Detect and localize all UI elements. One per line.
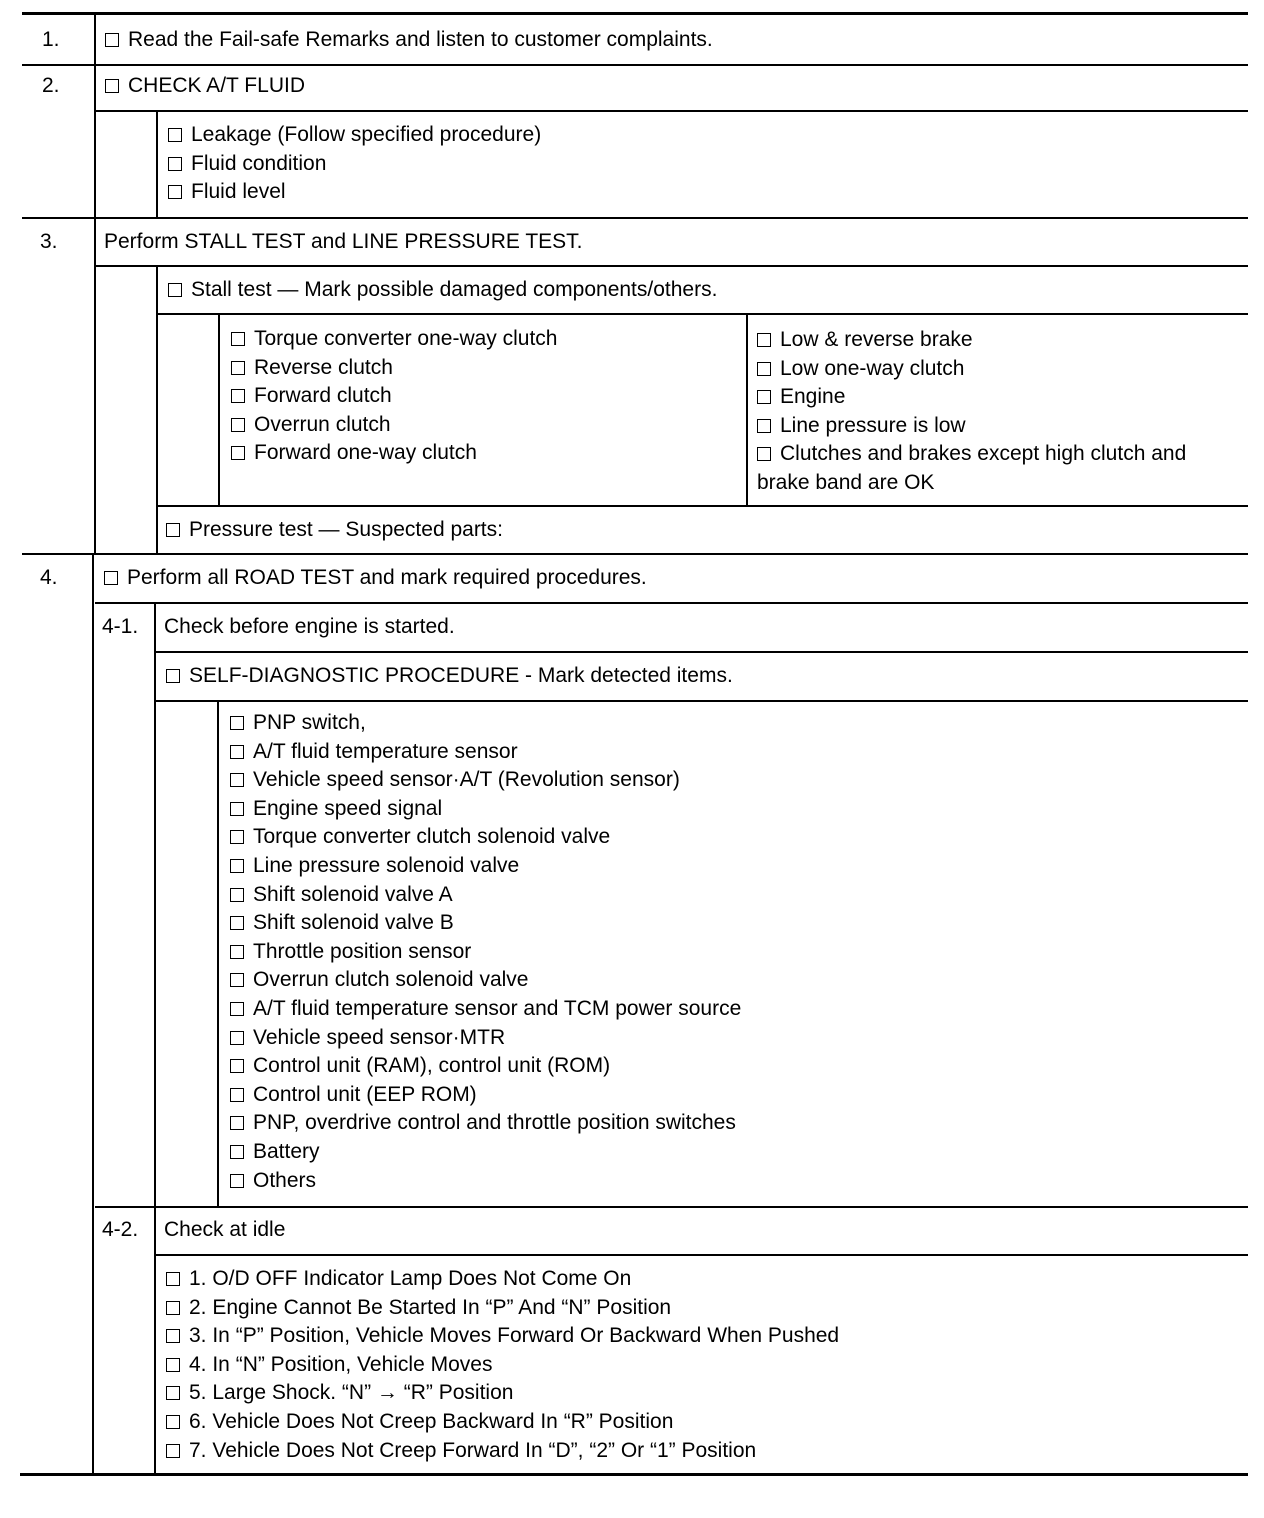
list-item-label: Leakage (Follow specified procedure)	[191, 123, 542, 146]
list-item-label: 7. Vehicle Does Not Creep Forward In “D”, “2” Or “1” Position	[189, 1438, 757, 1462]
substep-4-1-label: Check before engine is started.	[164, 615, 455, 638]
checkbox[interactable]	[230, 859, 244, 873]
rule-num-column-lower	[92, 553, 94, 1475]
step-4-number: 4.	[40, 566, 58, 589]
list-item[interactable]	[230, 1024, 741, 1053]
list-item[interactable]	[230, 823, 741, 852]
pressure-test-label: Pressure test — Suspected parts:	[189, 518, 503, 541]
substep-4-2-number: 4-2.	[102, 1218, 139, 1241]
checkbox[interactable]	[168, 185, 182, 199]
list-item[interactable]	[166, 1351, 839, 1380]
rule-row2-bottom	[22, 217, 1248, 219]
checkbox[interactable]	[230, 1145, 244, 1159]
checkbox[interactable]	[168, 157, 182, 171]
rule-bottom	[20, 1473, 1248, 1476]
stall-components-right	[757, 326, 1186, 498]
list-item[interactable]	[166, 1437, 839, 1466]
list-item[interactable]	[757, 440, 1186, 469]
list-item[interactable]	[230, 1167, 741, 1196]
list-item-label: Fluid level	[191, 180, 286, 204]
list-item[interactable]	[230, 909, 741, 938]
list-item-continuation: brake band are OK	[757, 470, 935, 494]
rule-row3-indent	[156, 265, 158, 553]
list-item-label: Line pressure solenoid valve	[253, 853, 520, 877]
list-item-label: Overrun clutch	[254, 412, 391, 436]
list-item-label: 4. In “N” Position, Vehicle Moves	[189, 1352, 493, 1376]
list-item[interactable]	[230, 852, 741, 881]
list-item[interactable]	[231, 382, 558, 411]
checkbox[interactable]	[757, 419, 771, 433]
list-item-label: Throttle position sensor	[253, 939, 472, 963]
checkbox[interactable]	[230, 1088, 244, 1102]
list-item[interactable]	[230, 1138, 741, 1167]
list-item[interactable]	[757, 383, 1186, 412]
list-item-label: Shift solenoid valve B	[253, 911, 454, 935]
rule-row3-bottom	[22, 553, 1248, 555]
checkbox[interactable]	[757, 447, 771, 461]
list-item[interactable]	[230, 795, 741, 824]
list-item-label: Forward clutch	[254, 384, 392, 408]
checkbox[interactable]	[230, 1031, 244, 1045]
step-4-label: Perform all ROAD TEST and mark required procedures.	[127, 566, 647, 589]
rule-stall-items-bottom	[156, 505, 1248, 507]
list-item-label: Engine	[780, 385, 846, 409]
list-item[interactable]	[231, 325, 558, 354]
rule-row3-header-bottom	[95, 265, 1248, 267]
checkbox[interactable]	[757, 333, 771, 347]
checkbox[interactable]	[166, 523, 180, 537]
rule-row1-bottom	[22, 64, 1248, 66]
list-item-label: Others	[253, 1168, 317, 1192]
checkbox[interactable]	[757, 362, 771, 376]
step-3-number: 3.	[40, 230, 58, 253]
list-item-label: Low one-way clutch	[780, 356, 965, 380]
checkbox[interactable]	[231, 361, 245, 375]
list-item-label: 3. In “P” Position, Vehicle Moves Forward Or Backward When Pushed	[189, 1324, 840, 1348]
rule-sub2-indent	[154, 1206, 156, 1474]
rule-sub2-header-bottom	[156, 1254, 1248, 1256]
list-item[interactable]	[230, 966, 741, 995]
step-1-number: 1.	[42, 28, 60, 51]
checkbox[interactable]	[230, 830, 244, 844]
list-item-label: Torque converter clutch solenoid valve	[253, 825, 611, 849]
substep-4-1-number: 4-1.	[102, 615, 139, 638]
list-item-label: Torque converter one-way clutch	[254, 327, 558, 350]
step-3-label: Perform STALL TEST and LINE PRESSURE TEST.	[104, 230, 583, 253]
list-item[interactable]	[166, 1379, 839, 1408]
checkbox[interactable]	[230, 916, 244, 930]
list-item[interactable]	[230, 1081, 741, 1110]
list-item-label: 2. Engine Cannot Be Started In “P” And “N” Position	[189, 1295, 672, 1319]
list-item-label: A/T fluid temperature sensor and TCM power source	[253, 996, 742, 1020]
rule-stall-divider	[746, 313, 748, 505]
checkbox[interactable]	[230, 1174, 244, 1188]
list-item-label: Line pressure is low	[780, 413, 966, 437]
list-item[interactable]	[166, 1294, 839, 1323]
checkbox[interactable]	[230, 1116, 244, 1130]
list-item[interactable]	[168, 121, 541, 150]
checkbox[interactable]	[231, 389, 245, 403]
idle-items-list	[166, 1265, 839, 1465]
step-2-item[interactable]	[105, 72, 305, 100]
stall-test-item[interactable]	[168, 276, 717, 304]
step-1-item[interactable]	[105, 26, 713, 54]
checkbox[interactable]	[231, 446, 245, 460]
checkbox[interactable]	[230, 1002, 244, 1016]
rule-row4-header-bottom	[95, 602, 1248, 604]
step-2-label: CHECK A/T FLUID	[128, 74, 305, 97]
stall-test-label: Stall test — Mark possible damaged components/others.	[191, 278, 718, 301]
list-item[interactable]	[230, 938, 741, 967]
self-diag-item[interactable]	[166, 662, 733, 690]
list-item[interactable]	[168, 178, 541, 207]
list-item[interactable]	[757, 355, 1186, 384]
list-item-label: A/T fluid temperature sensor	[253, 739, 518, 763]
substep-4-2-label: Check at idle	[164, 1218, 286, 1241]
list-item[interactable]	[166, 1408, 839, 1437]
checkbox[interactable]	[230, 973, 244, 987]
stall-components-left	[231, 325, 558, 468]
rule-stall-indent	[218, 313, 220, 505]
list-item[interactable]	[757, 326, 1186, 355]
list-item-label: 5. Large Shock. “N” → “R” Position	[189, 1381, 514, 1405]
checkbox[interactable]	[168, 283, 182, 297]
list-item-label: Shift solenoid valve A	[253, 882, 453, 906]
list-item[interactable]	[230, 995, 741, 1024]
rule-sub1-header-bottom	[156, 651, 1248, 653]
pressure-test-item[interactable]	[166, 516, 503, 544]
list-item-label: Fluid condition	[191, 151, 327, 175]
diag-items-list	[230, 709, 741, 1195]
list-item-label: Clutches and brakes except high clutch and	[780, 442, 1187, 466]
list-item-label: Vehicle speed sensor·A/T (Revolution sensor)	[253, 768, 680, 792]
list-item-label: Overrun clutch solenoid valve	[253, 968, 529, 992]
fluid-check-list	[168, 121, 541, 207]
rule-diag-indent	[217, 700, 219, 1206]
checkbox[interactable]	[230, 745, 244, 759]
list-item[interactable]	[230, 881, 741, 910]
self-diag-label: SELF-DIAGNOSTIC PROCEDURE - Mark detected items.	[189, 664, 733, 687]
rule-sub1-indent	[154, 602, 156, 1206]
list-item[interactable]	[230, 1109, 741, 1138]
rule-sub1-bottom	[95, 1206, 1248, 1208]
checkbox[interactable]	[231, 418, 245, 432]
list-item-label: Forward one-way clutch	[254, 441, 477, 465]
checkbox[interactable]	[166, 1415, 180, 1429]
checkbox[interactable]	[166, 1444, 180, 1458]
checkbox[interactable]	[105, 79, 119, 93]
checkbox[interactable]	[166, 1272, 180, 1286]
checkbox[interactable]	[104, 571, 118, 585]
step-4-item[interactable]	[104, 564, 647, 592]
checkbox[interactable]	[757, 390, 771, 404]
list-item[interactable]	[166, 1265, 839, 1294]
rule-top	[22, 12, 1248, 15]
rule-row2-header-bottom	[95, 110, 1248, 112]
checkbox[interactable]	[166, 669, 180, 683]
list-item[interactable]	[230, 738, 741, 767]
checkbox[interactable]	[230, 802, 244, 816]
checkbox[interactable]	[230, 945, 244, 959]
checkbox[interactable]	[230, 888, 244, 902]
checkbox[interactable]	[231, 332, 245, 346]
list-item-label: Low & reverse brake	[780, 328, 973, 351]
checkbox[interactable]	[105, 33, 119, 47]
checkbox[interactable]	[166, 1358, 180, 1372]
list-item-label: Battery	[253, 1139, 320, 1163]
list-item[interactable]	[231, 439, 558, 468]
step-2-number: 2.	[42, 74, 60, 97]
list-item[interactable]	[230, 766, 741, 795]
list-item-label: Control unit (RAM), control unit (ROM)	[253, 1054, 611, 1078]
list-item-label: Reverse clutch	[254, 355, 393, 379]
list-item[interactable]	[166, 1322, 839, 1351]
checkbox[interactable]	[166, 1301, 180, 1315]
list-item-label: PNP switch,	[253, 711, 366, 734]
rule-selfdiag-bottom	[156, 700, 1248, 702]
checkbox[interactable]	[166, 1386, 180, 1400]
list-item-label: Vehicle speed sensor·MTR	[253, 1025, 506, 1049]
list-item[interactable]	[757, 412, 1186, 441]
list-item-label: PNP, overdrive control and throttle position switches	[253, 1111, 736, 1135]
list-item[interactable]	[231, 354, 558, 383]
checkbox[interactable]	[168, 128, 182, 142]
step-1-label: Read the Fail-safe Remarks and listen to customer complaints.	[128, 28, 713, 51]
checkbox[interactable]	[230, 773, 244, 787]
checkbox[interactable]	[166, 1329, 180, 1343]
list-item[interactable]	[230, 1052, 741, 1081]
checkbox[interactable]	[230, 1059, 244, 1073]
list-item[interactable]	[168, 150, 541, 179]
list-item[interactable]	[230, 709, 741, 738]
list-item-label: 1. O/D OFF Indicator Lamp Does Not Come On	[189, 1267, 632, 1290]
list-item-label: Engine speed signal	[253, 796, 443, 820]
rule-stall-header-bottom	[156, 313, 1248, 315]
rule-row2-indent	[156, 110, 158, 217]
list-item-label: 6. Vehicle Does Not Creep Backward In “R” Position	[189, 1409, 674, 1433]
checkbox[interactable]	[230, 716, 244, 730]
rule-num-column	[94, 12, 96, 553]
list-item-label: Control unit (EEP ROM)	[253, 1082, 477, 1106]
list-item[interactable]	[231, 411, 558, 440]
